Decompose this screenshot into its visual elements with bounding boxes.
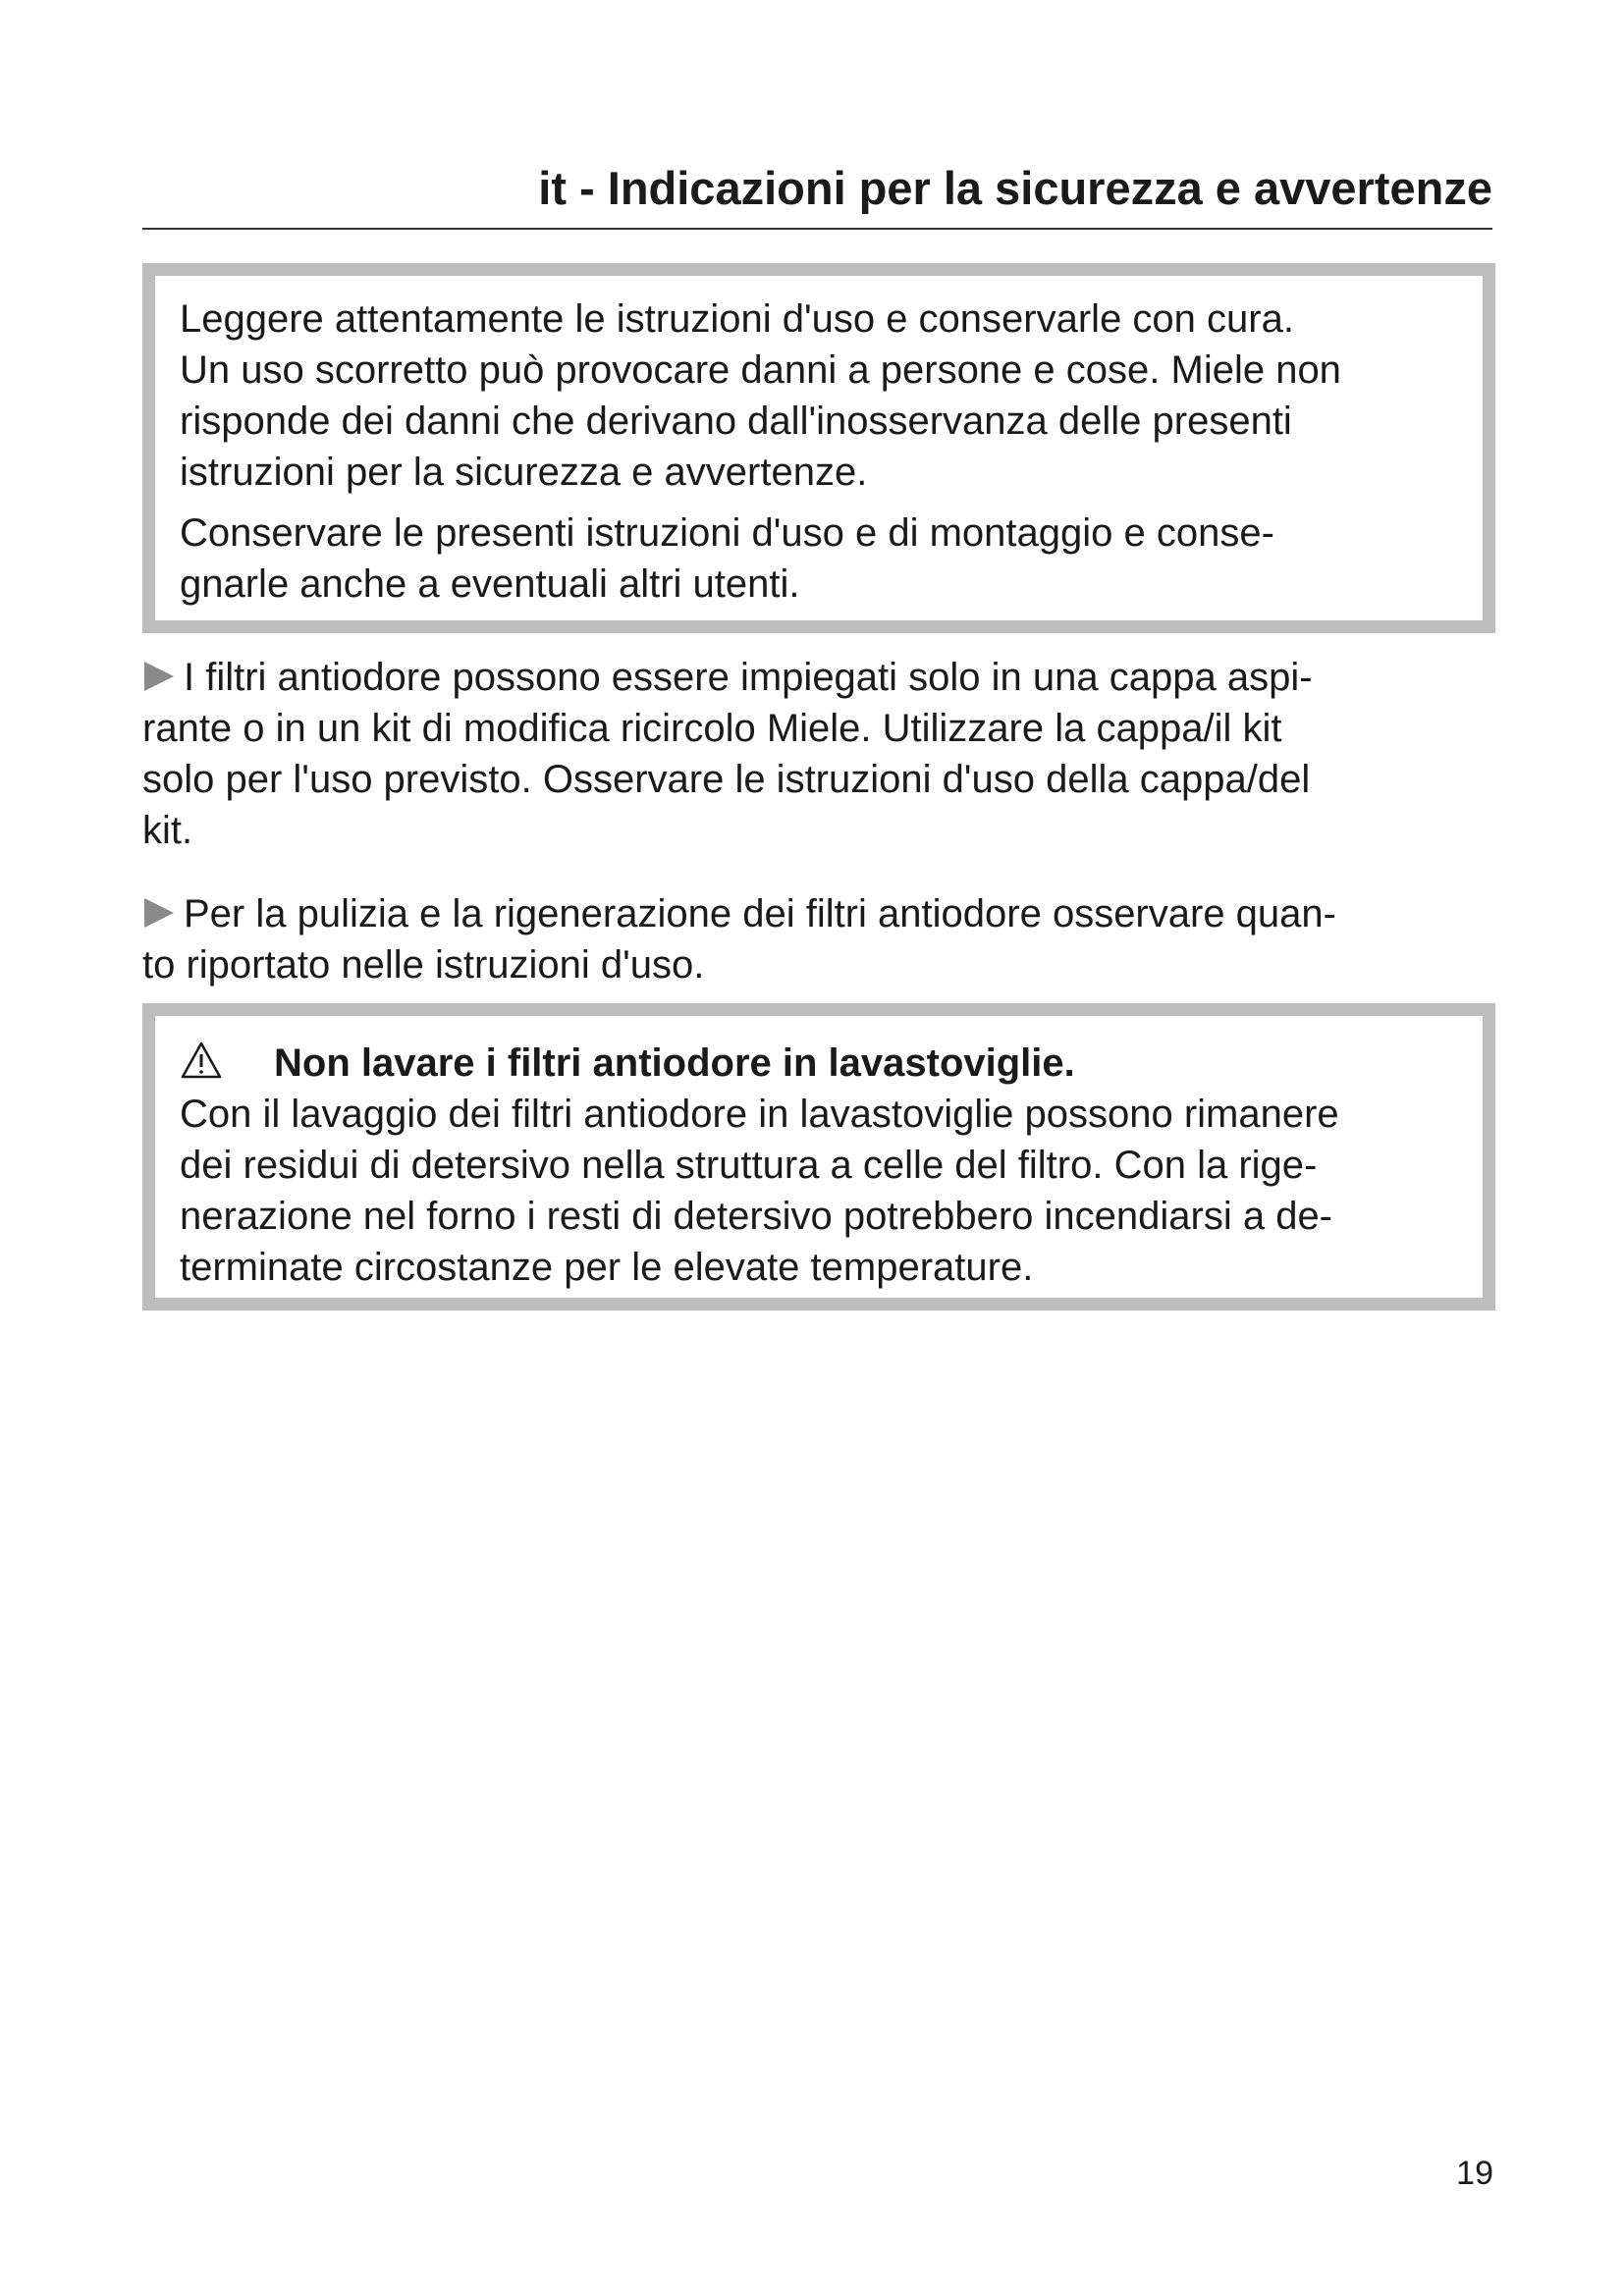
bullet-item-filter-usage bbox=[142, 652, 1497, 856]
page-header bbox=[142, 157, 1492, 230]
bullet-line: to riportato nelle istruzioni d'uso. bbox=[142, 943, 705, 987]
intro-line: gnarle anche a eventuali altri utenti. bbox=[180, 562, 800, 606]
arrow-right-icon bbox=[142, 891, 176, 925]
bullet-line: kit. bbox=[142, 809, 193, 852]
intro-line: Un uso scorretto può provocare danni a persone e cose. Miele non bbox=[180, 348, 1341, 392]
page-title: it - Indicazioni per la sicurezza e avvertenze bbox=[538, 162, 1492, 214]
warning-heading bbox=[180, 1038, 1483, 1089]
warning-line: dei residui di detersivo nella struttura a celle del filtro. Con la rige- bbox=[180, 1144, 1318, 1187]
intro-notice-box bbox=[142, 263, 1495, 633]
bullet-line: Per la pulizia e la rigenerazione dei filtri antiodore osservare quan- bbox=[184, 892, 1336, 935]
intro-line: risponde dei danni che derivano dall'inosservanza delle presenti bbox=[180, 400, 1292, 443]
warning-line: terminate circostanze per le elevate temperature. bbox=[180, 1246, 1034, 1289]
warning-box bbox=[142, 1003, 1495, 1310]
bullet-line: solo per l'uso previsto. Osservare le istruzioni d'uso della cappa/del bbox=[142, 758, 1311, 801]
bullet-line: rante o in un kit di modifica ricircolo Miele. Utilizzare la cappa/il kit bbox=[142, 707, 1282, 750]
arrow-right-icon bbox=[142, 655, 176, 688]
intro-line: Conservare le presenti istruzioni d'uso e di montaggio e conse- bbox=[180, 511, 1274, 555]
intro-line: Leggere attentamente le istruzioni d'uso e conservarle con cura. bbox=[180, 297, 1294, 341]
warning-triangle-icon bbox=[180, 1041, 223, 1080]
warning-heading-text: Non lavare i filtri antiodore in lavastoviglie. bbox=[274, 1041, 1075, 1085]
page-number: 19 bbox=[1456, 2155, 1493, 2192]
bullet-line: I filtri antiodore possono essere impiegati solo in una cappa aspi- bbox=[184, 656, 1313, 699]
intro-line: istruzioni per la sicurezza e avvertenze. bbox=[180, 451, 868, 494]
bullet-item-cleaning bbox=[142, 888, 1497, 990]
warning-line: nerazione nel forno i resti di detersivo potrebbero incendiarsi a de- bbox=[180, 1195, 1333, 1238]
warning-line: Con il lavaggio dei filtri antiodore in lavastoviglie possono rimanere bbox=[180, 1093, 1339, 1136]
